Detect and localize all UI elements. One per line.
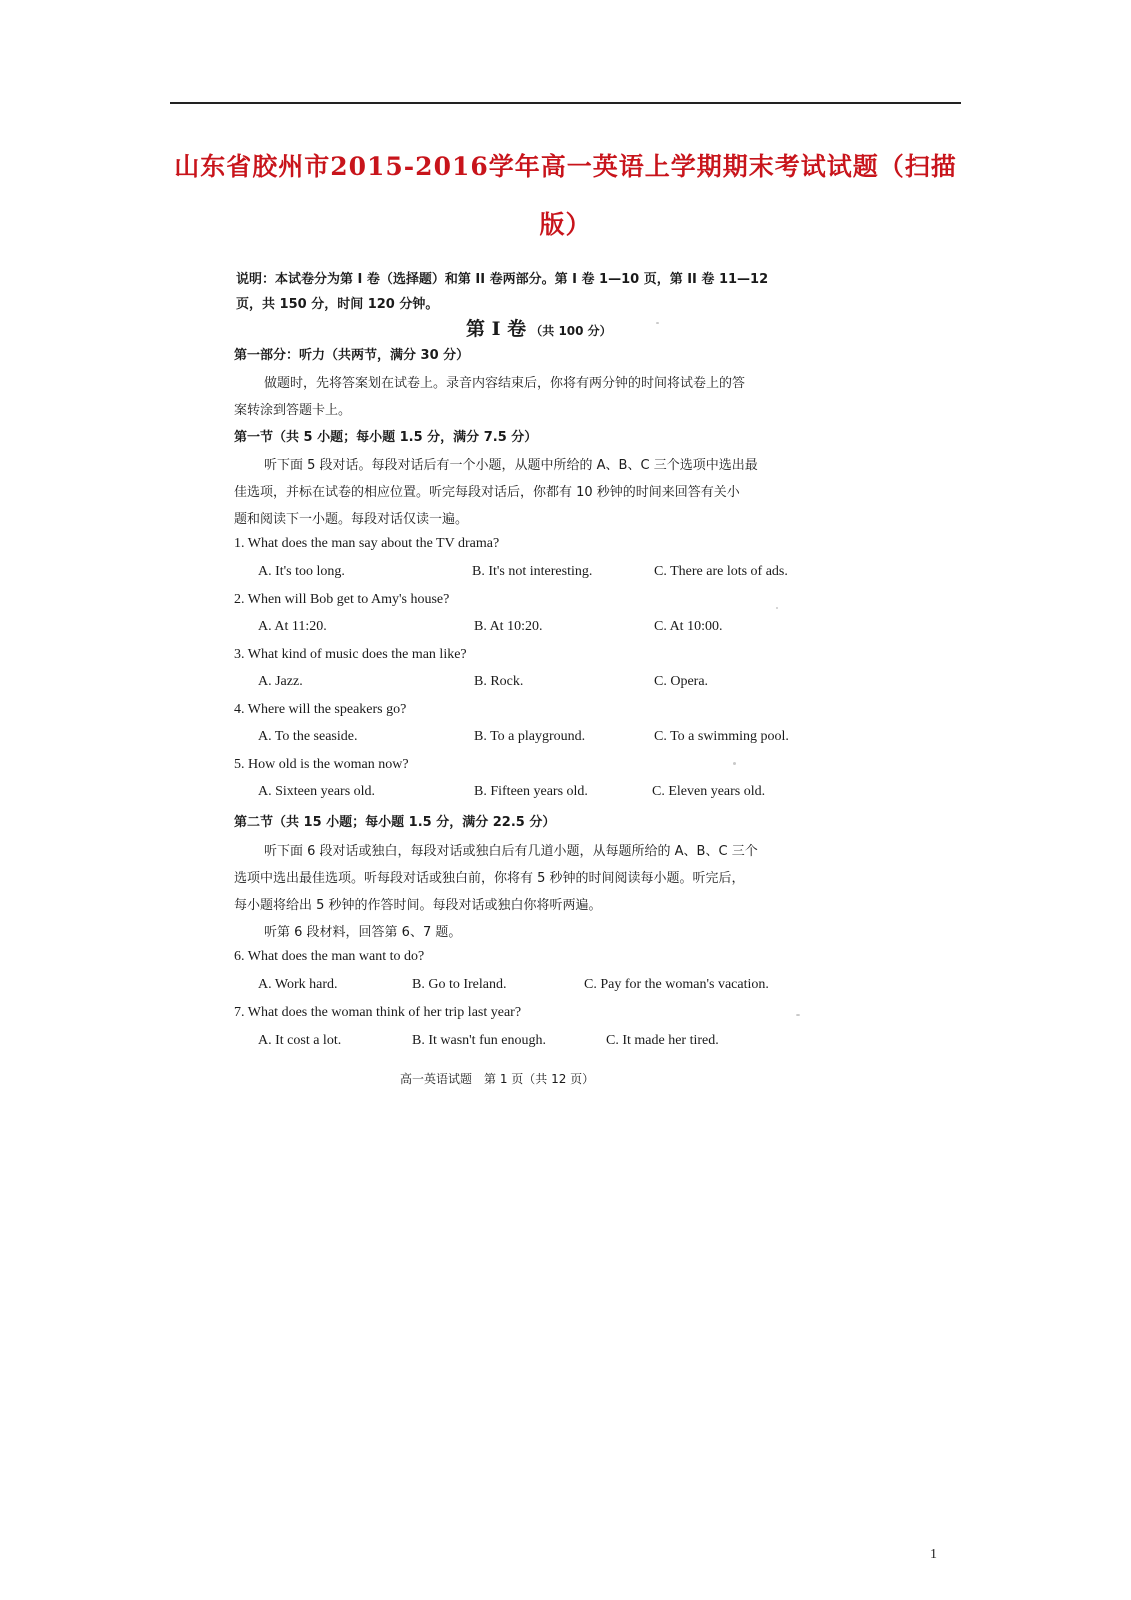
question-2: 2. When will Bob get to Amy's house?: [234, 592, 450, 607]
scan-speck: [796, 1014, 800, 1016]
question-6: 6. What does the man want to do?: [234, 949, 425, 964]
volume-title: 第 I 卷: [466, 318, 527, 340]
scan-speck: [776, 607, 778, 609]
question-5-option-a: A. Sixteen years old.: [258, 784, 376, 799]
question-4: 4. Where will the speakers go?: [234, 702, 407, 717]
question-7-option-b: B. It wasn't fun enough.: [412, 1033, 546, 1048]
question-3-option-a: A. Jazz.: [258, 674, 303, 689]
document-title-line2: 版）: [539, 210, 592, 239]
section1-instruction-line1: 听下面 5 段对话。每段对话后有一个小题，从题中所给的 A、B、C 三个选项中选出最: [264, 458, 758, 473]
section2-instruction-line3: 每小题将给出 5 秒钟的作答时间。每段对话或独白你将听两遍。: [234, 898, 602, 913]
scanned-page-footer: 高一英语试题 第 1 页（共 12 页）: [400, 1072, 595, 1086]
question-6-option-b: B. Go to Ireland.: [412, 977, 507, 992]
question-5-option-b: B. Fifteen years old.: [474, 784, 588, 799]
question-7-option-a: A. It cost a lot.: [258, 1033, 342, 1048]
section2-instruction-line2: 选项中选出最佳选项。听每段对话或独白前，你将有 5 秒钟的时间阅读每小题。听完后，: [234, 871, 745, 886]
section2-instruction-line1: 听下面 6 段对话或独白，每段对话或独白后有几道小题，从每题所给的 A、B、C 三个: [264, 844, 758, 859]
question-4-option-b: B. To a playground.: [474, 729, 586, 744]
question-4-option-c: C. To a swimming pool.: [654, 729, 789, 744]
part1-instruction-line2: 案转涂到答题卡上。: [234, 403, 352, 418]
intro-text-line1: 说明：本试卷分为第 I 卷（选择题）和第 II 卷两部分。第 I 卷 1—10 页，第 II 卷 11—12: [236, 272, 769, 287]
part1-instruction-line1: 做题时，先将答案划在试卷上。录音内容结束后，你将有两分钟的时间将试卷上的答: [264, 376, 746, 391]
part1-heading: 第一部分：听力（共两节，满分 30 分）: [234, 348, 470, 363]
page-number: 1: [930, 1547, 937, 1562]
question-1: 1. What does the man say about the TV drama?: [234, 536, 500, 551]
question-1-option-c: C. There are lots of ads.: [654, 564, 788, 579]
document-title: [170, 138, 961, 254]
question-2-option-a: A. At 11:20.: [258, 619, 327, 634]
document-title-line1: 山东省胶州市2015-2016学年高一英语上学期期末考试试题（扫描: [174, 152, 957, 181]
question-3: 3. What kind of music does the man like?: [234, 647, 467, 662]
material-6-instruction: 听第 6 段材料，回答第 6、7 题。: [264, 925, 462, 940]
section1-instruction-line2: 佳选项，并标在试卷的相应位置。听完每段对话后，你都有 10 秒钟的时间来回答有关小: [234, 485, 740, 500]
section2-heading: 第二节（共 15 小题；每小题 1.5 分，满分 22.5 分）: [234, 815, 556, 830]
section1-instruction-line3: 题和阅读下一小题。每段对话仅读一遍。: [234, 512, 469, 527]
question-5-option-c: C. Eleven years old.: [652, 784, 766, 799]
question-5: 5. How old is the woman now?: [234, 757, 409, 772]
question-7: 7. What does the woman think of her trip last year?: [234, 1005, 522, 1020]
question-7-option-c: C. It made her tired.: [606, 1033, 719, 1048]
volume-heading: [466, 314, 612, 341]
question-6-option-a: A. Work hard.: [258, 977, 338, 992]
question-1-option-b: B. It's not interesting.: [472, 564, 593, 579]
question-3-option-c: C. Opera.: [654, 674, 709, 689]
question-3-option-b: B. Rock.: [474, 674, 524, 689]
header-rule: [170, 102, 961, 104]
section1-heading: 第一节（共 5 小题；每小题 1.5 分，满分 7.5 分）: [234, 430, 538, 445]
question-1-option-a: A. It's too long.: [258, 564, 345, 579]
scan-speck: [656, 322, 659, 324]
question-2-option-c: C. At 10:00.: [654, 619, 723, 634]
question-6-option-c: C. Pay for the woman's vacation.: [584, 977, 769, 992]
question-2-option-b: B. At 10:20.: [474, 619, 543, 634]
volume-points: （共 100 分）: [530, 324, 612, 338]
scan-speck: [733, 762, 736, 765]
question-4-option-a: A. To the seaside.: [258, 729, 358, 744]
intro-text-line2: 页，共 150 分，时间 120 分钟。: [236, 297, 439, 312]
